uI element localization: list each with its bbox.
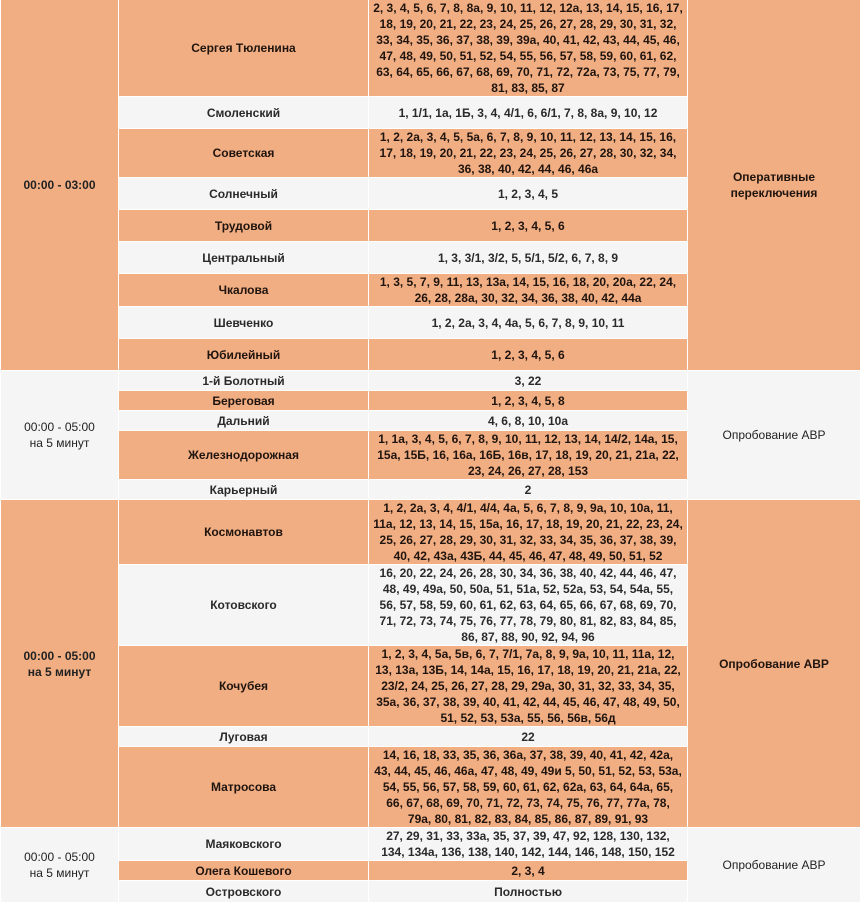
work-type-line: Опробование АВР bbox=[692, 857, 856, 873]
street-name: Сергея Тюленина bbox=[119, 0, 369, 97]
street-name: Котовского bbox=[119, 565, 369, 646]
street-name: Шевченко bbox=[119, 307, 369, 339]
house-numbers: 1, 2, 3, 4, 5 bbox=[369, 178, 688, 210]
work-type-cell bbox=[688, 500, 860, 828]
house-numbers: 2, 3, 4, 5, 6, 7, 8, 8а, 9, 10, 11, 12, 12а, 13, 14, 15, 16, 17, 18, 19, 20, 21, 22, 23, 24, 25, 26, 27, 28, 29, 30, 31, 32, 33, 34, 35, 36, 37, 38, 39, 39а, 40, 41, 42, 43, 44, 45, 46, 47, 48, 49, 50, 51, 52, 54, 55, 56, 57, 58, 59, 60, 61, 62, 63, 64, 65, 66, 67, 68, 69, 70, 71, 72, 72а, 73, 75, 77, 79, 81, 83, 85, 87 bbox=[369, 0, 688, 97]
house-numbers: 1, 3, 5, 7, 9, 11, 13, 13а, 14, 15, 16, 18, 20, 20а, 22, 24, 26, 28, 28а, 30, 32, 34, 36, 38, 40, 42, 44а bbox=[369, 274, 688, 307]
house-numbers: 2, 3, 4 bbox=[369, 861, 688, 881]
street-name: Центральный bbox=[119, 242, 369, 274]
house-numbers: 1, 2, 3, 4, 5, 6 bbox=[369, 339, 688, 371]
table-row bbox=[1, 828, 860, 861]
street-name: Береговая bbox=[119, 391, 369, 411]
house-numbers: Полностью bbox=[369, 881, 688, 903]
house-numbers: 1, 1а, 3, 4, 5, 6, 7, 8, 9, 10, 11, 12, 13, 14, 14/2, 14а, 15, 15а, 15Б, 16, 16а, 16Б, 16в, 17, 18, 19, 20, 21, 21а, 22, 23, 24, 26, 27, 28, 153 bbox=[369, 431, 688, 480]
street-name: Матросова bbox=[119, 747, 369, 828]
house-numbers: 1, 3, 3/1, 3/2, 5, 5/1, 5/2, 6, 7, 8, 9 bbox=[369, 242, 688, 274]
street-name: Луговая bbox=[119, 727, 369, 747]
house-numbers: 1, 1/1, 1а, 1Б, 3, 4, 4/1, 6, 6/1, 7, 8, 8а, 9, 10, 12 bbox=[369, 97, 688, 129]
street-name: Советская bbox=[119, 129, 369, 178]
house-numbers: 3, 22 bbox=[369, 371, 688, 391]
street-name: Космонавтов bbox=[119, 500, 369, 565]
house-numbers: 22 bbox=[369, 727, 688, 747]
duration: на 5 минут bbox=[5, 865, 114, 881]
work-type-line: Оперативные bbox=[692, 169, 856, 185]
street-name: Железнодорожная bbox=[119, 431, 369, 480]
work-type-cell bbox=[688, 371, 860, 500]
duration: на 5 минут bbox=[5, 435, 114, 451]
house-numbers: 4, 6, 8, 10, 10а bbox=[369, 411, 688, 431]
work-type-cell bbox=[688, 0, 860, 371]
time-range: 00:00 - 05:00 bbox=[5, 849, 114, 865]
work-type-line: переключения bbox=[692, 185, 856, 201]
time-range: 00:00 - 05:00 bbox=[5, 648, 114, 664]
time-window-cell bbox=[1, 0, 119, 371]
work-type-line: Опробование АВР bbox=[692, 656, 856, 672]
house-numbers: 1, 2, 2а, 3, 4, 4/1, 4/4, 4а, 5, 6, 7, 8, 9, 9а, 10, 10а, 11, 11а, 12, 13, 14, 15, 15а, 16, 17, 18, 19, 20, 21, 22, 23, 24, 25, 26, 27, 28, 29, 30, 31, 32, 33, 34, 35, 36, 37, 38, 39, 40, 42, 43а, 43Б, 44, 45, 46, 47, 48, 49, 50, 51, 52 bbox=[369, 500, 688, 565]
street-name: 1-й Болотный bbox=[119, 371, 369, 391]
time-range: 00:00 - 03:00 bbox=[5, 177, 114, 193]
work-type-line: Опробование АВР bbox=[692, 427, 856, 443]
street-name: Маяковского bbox=[119, 828, 369, 861]
house-numbers: 16, 20, 22, 24, 26, 28, 30, 34, 36, 38, 40, 42, 44, 46, 47, 48, 49, 49а, 50, 50а, 51, 51а, 52, 52а, 53, 54, 54а, 55, 56, 57, 58, 59, 60, 61, 62, 63, 64, 65, 66, 67, 68, 69, 70, 71, 72, 73, 74, 75, 76, 77, 78, 79, 80, 81, 82, 83, 84, 85, 86, 87, 88, 90, 92, 94, 96 bbox=[369, 565, 688, 646]
street-name: Островского bbox=[119, 881, 369, 903]
street-name: Солнечный bbox=[119, 178, 369, 210]
street-name: Олега Кошевого bbox=[119, 861, 369, 881]
table-row bbox=[1, 371, 860, 391]
work-type-cell bbox=[688, 828, 860, 903]
street-name: Чкалова bbox=[119, 274, 369, 307]
street-name: Трудовой bbox=[119, 210, 369, 242]
time-window-cell bbox=[1, 500, 119, 828]
time-range: 00:00 - 05:00 bbox=[5, 419, 114, 435]
house-numbers: 1, 2, 2а, 3, 4, 4а, 5, 6, 7, 8, 9, 10, 11 bbox=[369, 307, 688, 339]
time-window-cell bbox=[1, 371, 119, 500]
street-name: Юбилейный bbox=[119, 339, 369, 371]
time-window-cell bbox=[1, 828, 119, 903]
house-numbers: 1, 2, 3, 4, 5а, 5в, 6, 7, 7/1, 7а, 8, 9, 9а, 10, 11, 11а, 12, 13, 13а, 13Б, 14, 14а, 15, 16, 17, 18, 19, 20, 21, 21а, 22, 23/2, 24, 25, 26, 27, 28, 29, 29а, 30, 31, 32, 33, 34, 35, 35а, 36, 37, 38, 39, 40, 41, 42, 44, 45, 46, 47, 48, 49, 50, 51, 52, 53, 53а, 55, 56, 56в, 56д bbox=[369, 646, 688, 727]
house-numbers: 1, 2, 3, 4, 5, 8 bbox=[369, 391, 688, 411]
street-name: Кочубея bbox=[119, 646, 369, 727]
house-numbers: 1, 2, 2а, 3, 4, 5, 5а, 6, 7, 8, 9, 10, 11, 12, 13, 14, 15, 16, 17, 18, 19, 20, 21, 22, 23, 24, 25, 26, 27, 28, 30, 32, 34, 36, 38, 40, 42, 44, 46, 46а bbox=[369, 129, 688, 178]
table-row bbox=[1, 500, 860, 565]
street-name: Смоленский bbox=[119, 97, 369, 129]
duration: на 5 минут bbox=[5, 664, 114, 680]
street-name: Карьерный bbox=[119, 480, 369, 500]
house-numbers: 27, 29, 31, 33, 33а, 35, 37, 39, 47, 92, 128, 130, 132, 134, 134а, 136, 138, 140, 142, 144, 146, 148, 150, 152 bbox=[369, 828, 688, 861]
house-numbers: 14, 16, 18, 33, 35, 36, 36а, 37, 38, 39, 40, 41, 42, 42а, 43, 44, 45, 46, 46а, 47, 48, 49, 49и 5, 50, 51, 52, 53, 53а, 54, 55, 56, 57, 58, 59, 60, 61, 62, 62а, 63, 64, 64а, 65, 66, 67, 68, 69, 70, 71, 72, 73, 74, 75, 76, 77, 77а, 78, 79а, 80, 81, 82, 83, 84, 85, 86, 87, 89, 91, 93 bbox=[369, 747, 688, 828]
table-row bbox=[1, 0, 860, 97]
house-numbers: 2 bbox=[369, 480, 688, 500]
house-numbers: 1, 2, 3, 4, 5, 6 bbox=[369, 210, 688, 242]
street-name: Дальний bbox=[119, 411, 369, 431]
